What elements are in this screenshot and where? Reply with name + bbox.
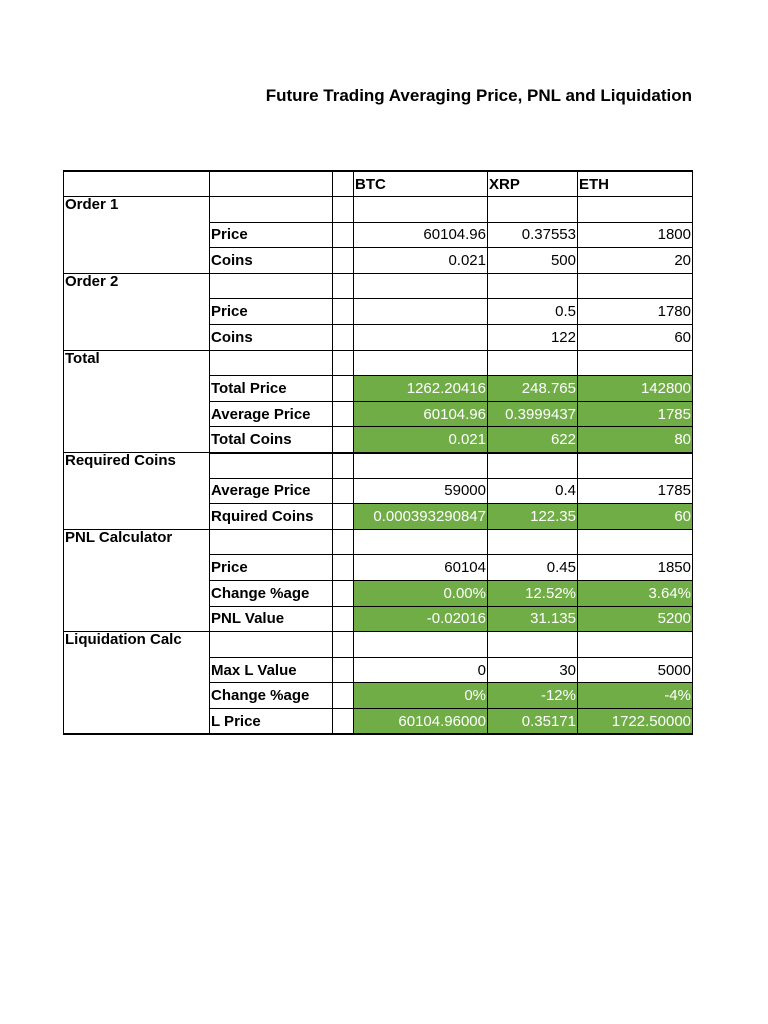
- cell[interactable]: [578, 453, 693, 479]
- cell-eth[interactable]: 1785: [578, 401, 693, 427]
- cell[interactable]: [578, 529, 693, 555]
- section-liquidation-calc[interactable]: Liquidation Calc: [64, 632, 210, 734]
- spacer-cell[interactable]: [333, 606, 354, 632]
- blank-cell[interactable]: [210, 453, 333, 479]
- cell-btc[interactable]: 60104: [354, 555, 488, 581]
- cell-xrp[interactable]: 0.37553: [488, 222, 578, 248]
- table-row: [64, 197, 693, 223]
- row-label[interactable]: Max L Value: [210, 657, 333, 683]
- cell-btc[interactable]: 0: [354, 657, 488, 683]
- cell-eth[interactable]: 60: [578, 504, 693, 530]
- spacer-cell[interactable]: [333, 453, 354, 479]
- cell[interactable]: [354, 453, 488, 479]
- row-label[interactable]: Price: [210, 299, 333, 325]
- cell[interactable]: [578, 197, 693, 223]
- cell-eth[interactable]: 80: [578, 427, 693, 453]
- cell-xrp[interactable]: 248.765: [488, 376, 578, 402]
- cell-btc[interactable]: [354, 325, 488, 351]
- row-label[interactable]: Price: [210, 555, 333, 581]
- cell[interactable]: [488, 632, 578, 658]
- cell-btc[interactable]: 0.021: [354, 248, 488, 274]
- cell[interactable]: [488, 529, 578, 555]
- cell-eth[interactable]: 60: [578, 325, 693, 351]
- table-row: [64, 632, 693, 658]
- spacer-cell[interactable]: [333, 401, 354, 427]
- header-row: [64, 171, 693, 197]
- spacer-cell[interactable]: [333, 376, 354, 402]
- cell[interactable]: [578, 632, 693, 658]
- cell-eth[interactable]: 1800: [578, 222, 693, 248]
- cell-xrp[interactable]: 0.45: [488, 555, 578, 581]
- cell[interactable]: [488, 453, 578, 479]
- cell-eth[interactable]: 142800: [578, 376, 693, 402]
- spacer-cell[interactable]: [333, 708, 354, 734]
- cell[interactable]: [578, 273, 693, 299]
- cell-btc[interactable]: 1262.20416: [354, 376, 488, 402]
- cell-xrp[interactable]: 0.4: [488, 478, 578, 504]
- sheet-title: Future Trading Averaging Price, PNL and Liquidation: [265, 86, 692, 105]
- column-header-btc[interactable]: BTC: [354, 171, 488, 197]
- cell[interactable]: [354, 350, 488, 376]
- cell-xrp[interactable]: 500: [488, 248, 578, 274]
- cell-eth[interactable]: 5200: [578, 606, 693, 632]
- row-label[interactable]: Total Price: [210, 376, 333, 402]
- cell[interactable]: [488, 350, 578, 376]
- spacer-cell[interactable]: [333, 171, 354, 197]
- cell-eth[interactable]: -4%: [578, 683, 693, 709]
- row-label[interactable]: Change %age: [210, 683, 333, 709]
- table-row: [64, 529, 693, 555]
- cell-eth[interactable]: 1780: [578, 299, 693, 325]
- spacer-cell[interactable]: [333, 248, 354, 274]
- section-pnl-calculator[interactable]: PNL Calculator: [64, 529, 210, 631]
- cell-eth[interactable]: 1722.50000: [578, 708, 693, 734]
- cell-eth[interactable]: 3.64%: [578, 581, 693, 607]
- table-row: [64, 453, 693, 479]
- column-header-eth[interactable]: ETH: [578, 171, 693, 197]
- blank-cell[interactable]: [210, 529, 333, 555]
- cell[interactable]: [488, 273, 578, 299]
- row-label[interactable]: Coins: [210, 248, 333, 274]
- column-header-xrp[interactable]: XRP: [488, 171, 578, 197]
- cell[interactable]: [354, 197, 488, 223]
- cell-btc[interactable]: 59000: [354, 478, 488, 504]
- section-total[interactable]: Total: [64, 350, 210, 452]
- spacer-cell[interactable]: [333, 350, 354, 376]
- cell-xrp[interactable]: 0.5: [488, 299, 578, 325]
- spacer-cell[interactable]: [333, 632, 354, 658]
- section-required-coins[interactable]: Required Coins: [64, 453, 210, 530]
- header-blank-cell[interactable]: [64, 171, 210, 197]
- cell-xrp[interactable]: 30: [488, 657, 578, 683]
- section-order-1[interactable]: Order 1: [64, 197, 210, 274]
- cell[interactable]: [354, 632, 488, 658]
- trading-calculator-table: [63, 170, 693, 735]
- blank-cell[interactable]: [210, 273, 333, 299]
- spacer-cell[interactable]: [333, 478, 354, 504]
- spacer-cell[interactable]: [333, 581, 354, 607]
- row-label[interactable]: PNL Value: [210, 606, 333, 632]
- cell-btc[interactable]: 0.000393290847: [354, 504, 488, 530]
- row-label[interactable]: Price: [210, 222, 333, 248]
- cell[interactable]: [354, 273, 488, 299]
- header-blank-cell[interactable]: [210, 171, 333, 197]
- cell[interactable]: [354, 529, 488, 555]
- cell-eth[interactable]: 1785: [578, 478, 693, 504]
- cell-xrp[interactable]: 0.3999437: [488, 401, 578, 427]
- cell-eth[interactable]: 5000: [578, 657, 693, 683]
- row-label[interactable]: Average Price: [210, 401, 333, 427]
- blank-cell[interactable]: [210, 197, 333, 223]
- cell-btc[interactable]: 0.021: [354, 427, 488, 453]
- blank-cell[interactable]: [210, 350, 333, 376]
- cell-btc[interactable]: -0.02016: [354, 606, 488, 632]
- cell[interactable]: [578, 350, 693, 376]
- cell-xrp[interactable]: 12.52%: [488, 581, 578, 607]
- row-label[interactable]: Average Price: [210, 478, 333, 504]
- table-row: [64, 350, 693, 376]
- row-label[interactable]: Rquired Coins: [210, 504, 333, 530]
- spacer-cell[interactable]: [333, 683, 354, 709]
- section-order-2[interactable]: Order 2: [64, 273, 210, 350]
- cell-eth[interactable]: 1850: [578, 555, 693, 581]
- table-row: [64, 273, 693, 299]
- cell-btc[interactable]: 0%: [354, 683, 488, 709]
- spacer-cell[interactable]: [333, 657, 354, 683]
- row-label[interactable]: Total Coins: [210, 427, 333, 453]
- cell-btc[interactable]: 60104.96: [354, 401, 488, 427]
- cell[interactable]: [488, 197, 578, 223]
- cell-xrp[interactable]: 622: [488, 427, 578, 453]
- cell-eth[interactable]: 20: [578, 248, 693, 274]
- cell-xrp[interactable]: 122: [488, 325, 578, 351]
- spacer-cell[interactable]: [333, 529, 354, 555]
- spacer-cell[interactable]: [333, 504, 354, 530]
- spacer-cell[interactable]: [333, 325, 354, 351]
- spacer-cell[interactable]: [333, 222, 354, 248]
- spacer-cell[interactable]: [333, 555, 354, 581]
- blank-cell[interactable]: [210, 632, 333, 658]
- cell-btc[interactable]: [354, 299, 488, 325]
- cell-xrp[interactable]: 31.135: [488, 606, 578, 632]
- cell-xrp[interactable]: 0.35171: [488, 708, 578, 734]
- cell-xrp[interactable]: 122.35: [488, 504, 578, 530]
- spacer-cell[interactable]: [333, 197, 354, 223]
- spacer-cell[interactable]: [333, 427, 354, 453]
- cell-xrp[interactable]: -12%: [488, 683, 578, 709]
- cell-btc[interactable]: 0.00%: [354, 581, 488, 607]
- spacer-cell[interactable]: [333, 273, 354, 299]
- row-label[interactable]: Change %age: [210, 581, 333, 607]
- cell-btc[interactable]: 60104.96: [354, 222, 488, 248]
- spacer-cell[interactable]: [333, 299, 354, 325]
- cell-btc[interactable]: 60104.96000: [354, 708, 488, 734]
- row-label[interactable]: L Price: [210, 708, 333, 734]
- row-label[interactable]: Coins: [210, 325, 333, 351]
